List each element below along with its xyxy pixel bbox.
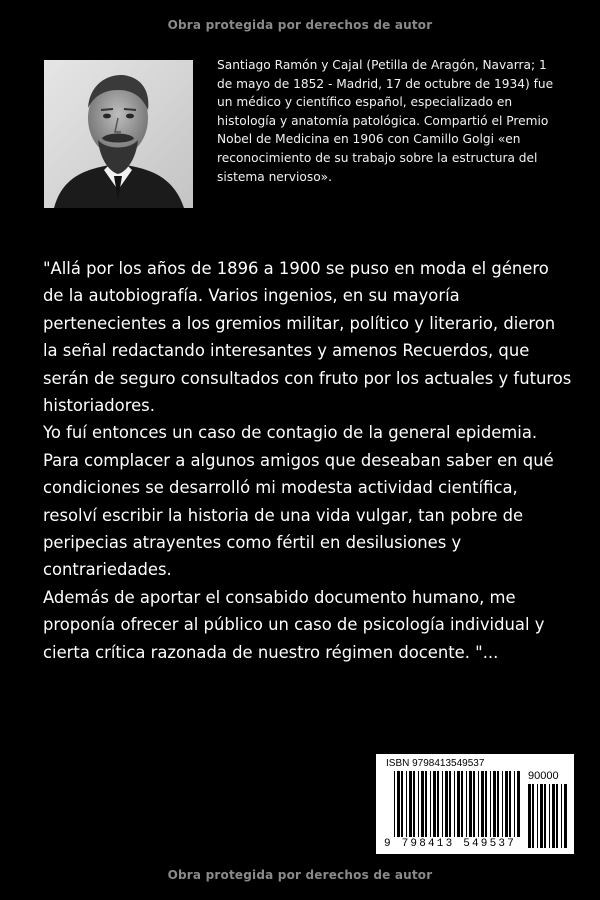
blurb-paragraph-3: Además de aportar el consabido documento humano, me proponía ofrecer al público un caso de psicología individual y cierta crítica razonada de nuestro régimen docente. "... bbox=[43, 587, 545, 662]
barcode-bar bbox=[497, 771, 499, 837]
barcode-bar bbox=[532, 784, 534, 848]
barcode-bar bbox=[549, 784, 550, 848]
book-blurb bbox=[43, 255, 573, 666]
barcode-bar bbox=[544, 784, 546, 848]
barcode-bar bbox=[481, 771, 484, 837]
barcode-bar bbox=[421, 771, 424, 837]
barcode-bar bbox=[561, 784, 562, 848]
barcode-bar bbox=[406, 771, 407, 837]
barcode-bar bbox=[502, 771, 503, 837]
barcode-bar bbox=[461, 771, 463, 837]
barcode-bar bbox=[493, 771, 496, 837]
barcode-bar bbox=[445, 771, 448, 837]
barcode-bar bbox=[485, 771, 487, 837]
isbn-barcode bbox=[376, 754, 574, 854]
barcode-bar bbox=[430, 771, 431, 837]
barcode-bar bbox=[437, 771, 439, 837]
barcode-bar bbox=[540, 784, 543, 848]
isbn-label: ISBN 9798413549537 bbox=[386, 758, 485, 769]
barcode-bar bbox=[457, 771, 460, 837]
barcode-bar bbox=[509, 771, 511, 837]
barcode-bar bbox=[397, 771, 400, 837]
barcode-bar bbox=[537, 784, 538, 848]
barcode-bar bbox=[449, 771, 451, 837]
barcode-bar bbox=[454, 771, 455, 837]
barcode-bar bbox=[473, 771, 475, 837]
blurb-paragraph-1: "Allá por los años de 1896 a 1900 se puso en moda el género de la autobiografía. Varios ingenios, en su mayoría pertenecientes a los gremios militar, político y literario, dieron la señal redactando interesantes y amenos Recuerdos, que serán de seguro consultados con fruto por los actuales y futuros historiadores. bbox=[43, 259, 572, 416]
barcode-bar bbox=[556, 784, 558, 848]
barcode-bar bbox=[433, 771, 436, 837]
barcode-bar bbox=[505, 771, 508, 837]
barcode-bar bbox=[514, 771, 515, 837]
author-portrait bbox=[44, 60, 193, 208]
barcode-bar bbox=[478, 771, 479, 837]
barcode-bar bbox=[517, 771, 520, 837]
barcode-bar bbox=[528, 784, 531, 848]
barcode-bar bbox=[490, 771, 491, 837]
barcode-bar bbox=[401, 771, 403, 837]
copyright-watermark-top: Obra protegida por derechos de autor bbox=[167, 18, 433, 32]
barcode-bar bbox=[466, 771, 467, 837]
author-bio: Santiago Ramón y Cajal (Petilla de Aragón, Navarra; 1 de mayo de 1852 - Madrid, 17 de octubre de 1934) fue un médico y científico español, especializado en histología y anatomía patológica. Compartió el Premio Nobel de Medicina en 1906 con Camillo Golgi «en reconocimiento de su trabajo sobre la estructura del sistema nervioso». bbox=[217, 58, 554, 184]
barcode-bar bbox=[418, 771, 419, 837]
barcode-bar bbox=[413, 771, 415, 837]
barcode-bar bbox=[394, 771, 395, 837]
blurb-paragraph-2: Yo fuí entonces un caso de contagio de la general epidemia. Para complacer a algunos amigos que deseaban saber en qué condiciones se desarrolló mi modesta actividad científica, resolví escribir la historia de una vida vulgar, tan pobre de peripecias atrayentes como fértil en desilusiones y contrariedades. bbox=[43, 423, 554, 580]
barcode-bar bbox=[425, 771, 427, 837]
ean-digits: 9 798413 549537 bbox=[384, 838, 517, 850]
copyright-watermark-bottom: Obra protegida por derechos de autor bbox=[167, 868, 433, 882]
portrait-photo-icon bbox=[44, 60, 193, 208]
barcode-bar bbox=[409, 771, 412, 837]
barcode-bar bbox=[469, 771, 472, 837]
barcode-bar bbox=[442, 771, 443, 837]
barcode-bar bbox=[552, 784, 555, 848]
price-code: 90000 bbox=[528, 770, 559, 782]
barcode-bar bbox=[564, 784, 567, 848]
